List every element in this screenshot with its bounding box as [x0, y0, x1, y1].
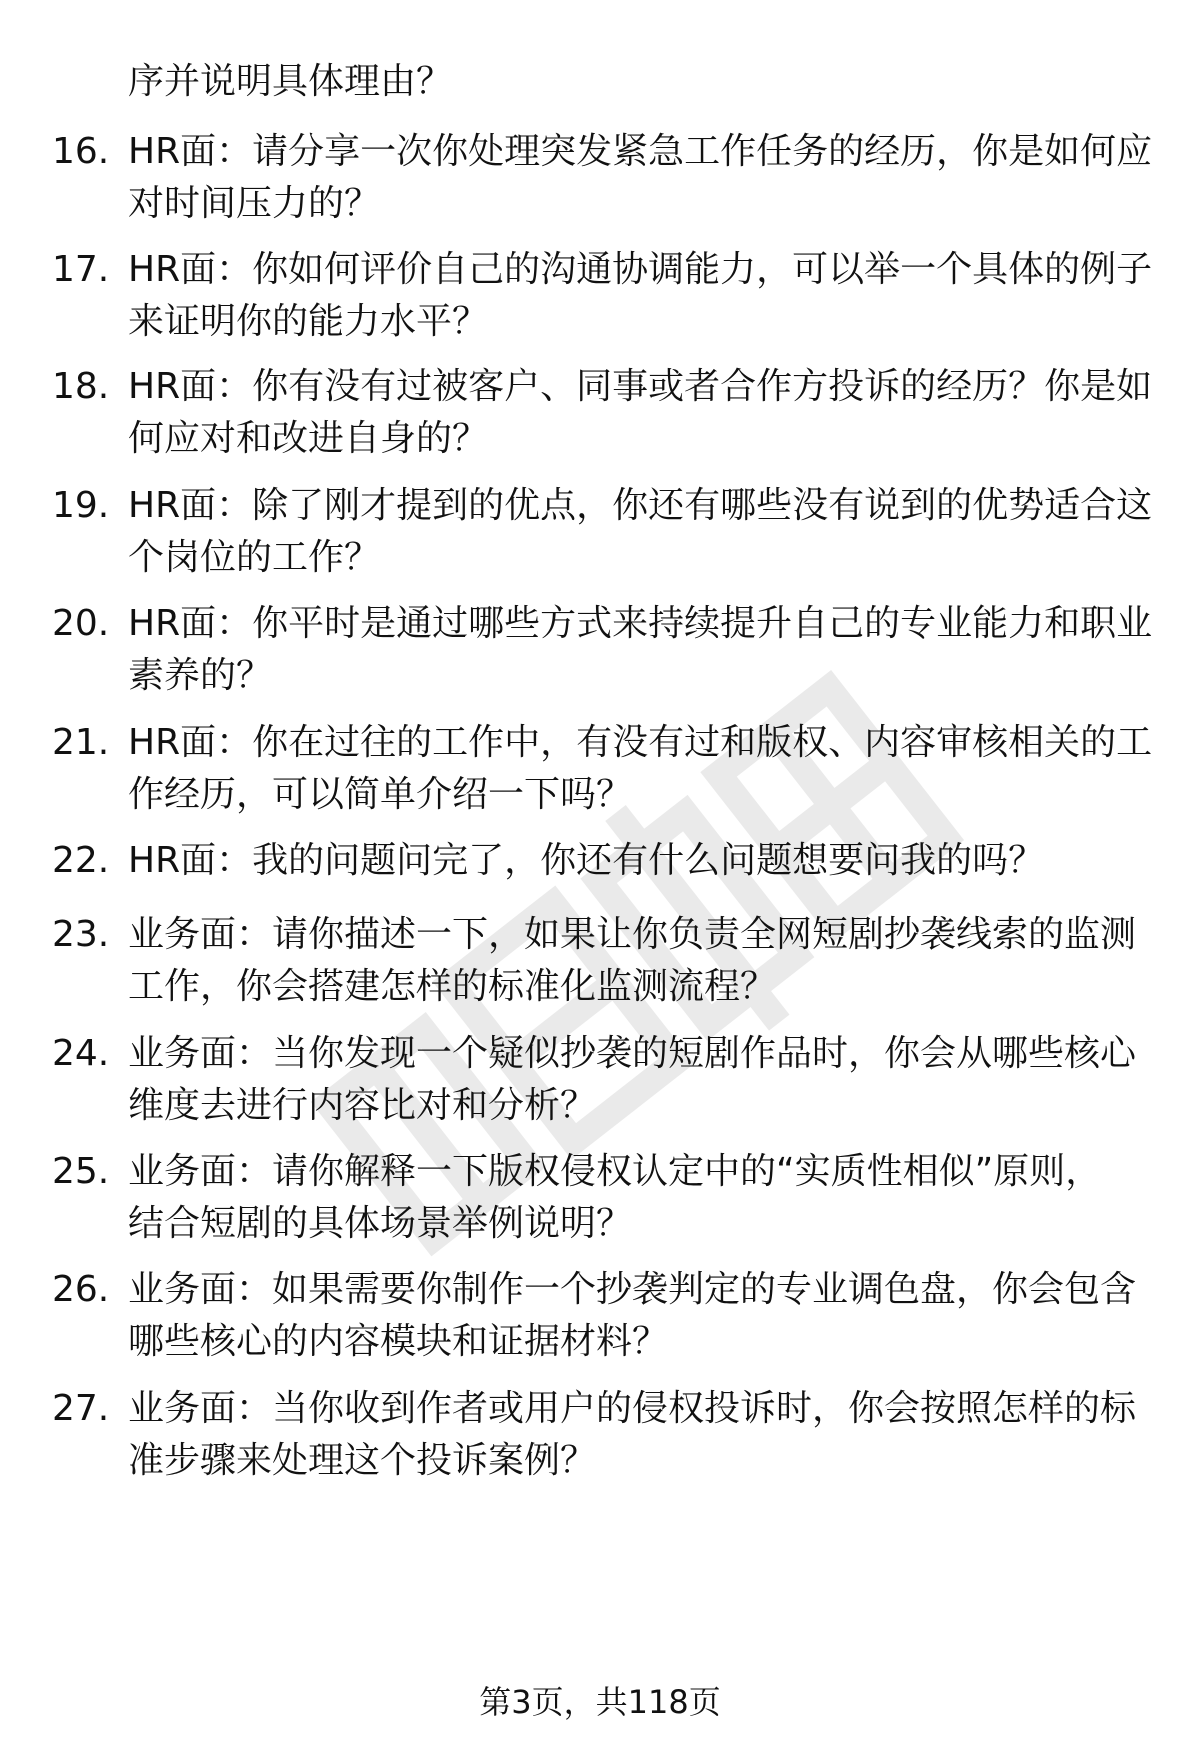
question-item: [0, 717, 1200, 827]
question-text-line: HR面：你如何评价自己的沟通协调能力，可以举一个具体的例子: [128, 249, 1153, 290]
question-text-line: 准步骤来处理这个投诉案例？: [128, 1440, 597, 1481]
question-text-line: 何应对和改进自身的？: [128, 418, 489, 459]
question-text-line: HR面：请分享一次你处理突发紧急工作任务的经历，你是如何应: [128, 131, 1153, 172]
question-number: 18.: [52, 366, 110, 407]
question-number: 27.: [52, 1388, 110, 1429]
question-number: 25.: [52, 1151, 110, 1192]
question-number: 17.: [52, 249, 110, 290]
question-text-line: 对时间压力的？: [128, 183, 381, 224]
question-text-line: 哪些核心的内容模块和证据材料？: [128, 1321, 669, 1362]
question-text-line: 工作，你会搭建怎样的标准化监测流程？: [128, 966, 777, 1007]
question-number: 24.: [52, 1033, 110, 1074]
page-footer: 第3页，共118页: [479, 1683, 721, 1721]
question-text-line: 个岗位的工作？: [128, 537, 381, 578]
question-text-line: 业务面：当你发现一个疑似抄袭的短剧作品时，你会从哪些核心: [128, 1033, 1137, 1074]
question-item: [0, 1146, 1200, 1256]
question-number: 20.: [52, 603, 110, 644]
question-item: [0, 1028, 1200, 1138]
question-number: 26.: [52, 1269, 110, 1310]
question-text-line: 业务面：请你描述一下，如果让你负责全网短剧抄袭线索的监测: [128, 914, 1137, 955]
question-text-line: HR面：我的问题问完了，你还有什么问题想要问我的吗？: [128, 840, 1045, 881]
question-text-line: HR面：你在过往的工作中，有没有过和版权、内容审核相关的工: [128, 722, 1153, 763]
question-text-line: 来证明你的能力水平？: [128, 301, 489, 342]
question-item: [0, 1383, 1200, 1493]
question-item: [0, 1264, 1200, 1374]
question-number: 16.: [52, 131, 110, 172]
question-text-line: HR面：你平时是通过哪些方式来持续提升自己的专业能力和职业: [128, 603, 1153, 644]
question-text-line: 作经历，可以简单介绍一下吗？: [128, 774, 633, 815]
question-item: [0, 598, 1200, 708]
question-text-line: 业务面：当你收到作者或用户的侵权投诉时，你会按照怎样的标: [128, 1388, 1137, 1429]
question-item: [0, 480, 1200, 590]
question-number: 23.: [52, 914, 110, 955]
question-text-line: 维度去进行内容比对和分析？: [128, 1085, 597, 1126]
question-number: 21.: [52, 722, 110, 763]
question-number: 22.: [52, 840, 110, 881]
continuation-text: 序并说明具体理由？: [128, 61, 453, 102]
question-item: [0, 909, 1200, 1019]
question-text-line: 结合短剧的具体场景举例说明？: [128, 1203, 633, 1244]
question-text-line: HR面：除了刚才提到的优点，你还有哪些没有说到的优势适合这: [128, 485, 1153, 526]
question-text-line: 业务面：请你解释一下版权侵权认定中的“实质性相似”原则，: [128, 1151, 1102, 1192]
question-text-line: HR面：你有没有过被客户、同事或者合作方投诉的经历？你是如: [128, 366, 1153, 407]
question-number: 19.: [52, 485, 110, 526]
question-item: [0, 361, 1200, 471]
question-item: [0, 126, 1200, 236]
question-item: [0, 244, 1200, 354]
question-text-line: 素养的？: [128, 655, 273, 696]
question-text-line: 业务面：如果需要你制作一个抄袭判定的专业调色盘，你会包含: [128, 1269, 1137, 1310]
